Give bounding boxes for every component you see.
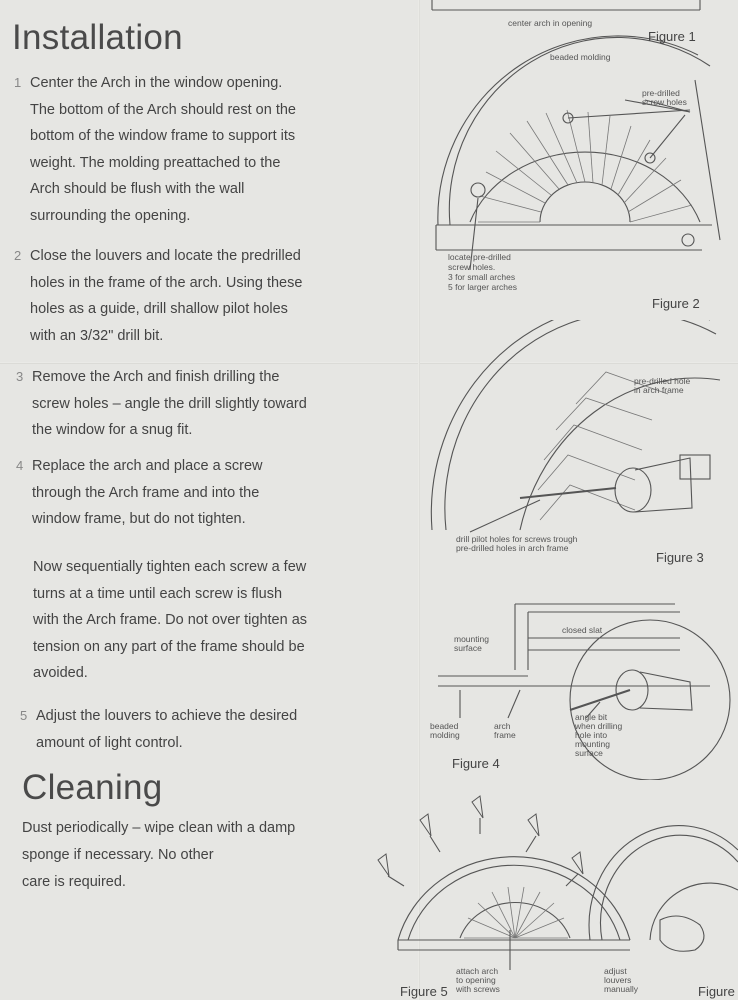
step-line: avoided. — [33, 665, 88, 681]
step-line: weight. The molding preattached to the — [30, 154, 281, 171]
fig4-note-mounting: mounting — [454, 634, 489, 644]
step-line: holes as a guide, drill shallow pilot holes — [30, 301, 288, 317]
step-1 — [14, 70, 296, 229]
step-5 — [20, 703, 298, 756]
step-line: bottom of the window frame to support its — [30, 128, 296, 144]
cleaning-text — [22, 815, 295, 896]
step-line: screw holes – angle the drill slightly toward — [32, 395, 307, 412]
step-line: amount of light control. — [36, 734, 183, 751]
fig3-note-hole: pre-drilled hole — [634, 376, 691, 386]
cleaning-line: sponge if necessary. No other — [22, 847, 214, 863]
fig2-note: screw holes. — [448, 262, 496, 272]
step-line: window frame, but do not tighten. — [32, 511, 246, 527]
step-number: 4 — [16, 458, 24, 473]
figure-4-illustration — [420, 590, 738, 780]
fig1-note-holes: pre-drilled — [642, 88, 680, 98]
step-line: Adjust the louvers to achieve the desired — [36, 708, 298, 724]
step-line: Remove the Arch and finish drilling the — [32, 369, 280, 385]
fig4-note-arch: arch — [494, 721, 511, 731]
fig4-note-angle: mounting — [575, 739, 610, 749]
step-line: The bottom of the Arch should rest on the — [30, 101, 296, 118]
figure-6-label: Figure — [698, 984, 735, 999]
step-line: with an 3/32" drill bit. — [30, 327, 164, 344]
fig4-note-beaded: molding — [430, 730, 460, 740]
fig4-note-slat: closed slat — [562, 625, 603, 635]
fig4-note-angle: when drilling — [575, 721, 623, 731]
figure-4-label: Figure 4 — [452, 756, 500, 771]
fig6-note: louvers — [604, 975, 632, 985]
step-4 — [16, 453, 263, 533]
step-line: holes in the frame of the arch. Using these — [30, 274, 303, 291]
figure-5-6-illustration — [360, 790, 738, 1000]
fig4-note-mounting: surface — [454, 643, 482, 653]
step-number: 5 — [20, 708, 28, 723]
cleaning-line: care is required. — [22, 874, 126, 890]
fig5-note: to opening — [456, 975, 496, 985]
figure-5-label: Figure 5 — [400, 984, 448, 999]
step-3 — [16, 364, 307, 444]
fig4-note-angle: hole into — [575, 730, 608, 740]
fig4-note-arch: frame — [494, 730, 516, 740]
step-line: through the Arch frame and into the — [32, 484, 260, 501]
step-line: surrounding the opening. — [30, 207, 191, 224]
step-2 — [14, 243, 303, 349]
installation-heading: Installation — [12, 18, 183, 57]
step-number: 1 — [14, 75, 22, 90]
step-line: turns at a time until each screw is flush — [33, 585, 283, 602]
cleaning-heading: Cleaning — [22, 768, 163, 807]
step-line: with the Arch frame. Do not over tighten as — [33, 612, 308, 628]
figure-3-label: Figure 3 — [656, 550, 704, 565]
step-line: Now sequentially tighten each screw a few — [33, 559, 307, 575]
fig5-note: attach arch — [456, 966, 499, 976]
step-line: tension on any part of the frame should be — [33, 638, 305, 655]
step-line: the window for a snug fit. — [32, 422, 193, 438]
step-4-continued — [33, 554, 307, 687]
fig6-note: adjust — [604, 966, 627, 976]
fig2-note: 3 for small arches — [448, 272, 516, 282]
cleaning-line: Dust periodically – wipe clean with a damp — [22, 820, 296, 836]
figure-1-2-illustration — [420, 0, 738, 320]
fig1-note-center: center arch in opening — [508, 18, 593, 28]
fig1-note-molding: beaded molding — [550, 52, 611, 62]
fig2-note: locate pre-drilled — [448, 252, 511, 262]
fig5-note: with screws — [456, 984, 500, 994]
step-line: Center the Arch in the window opening. — [30, 75, 283, 91]
fig4-note-beaded: beaded — [430, 721, 459, 731]
fig3-note-hole: in arch frame — [634, 385, 684, 395]
step-line: Replace the arch and place a screw — [32, 458, 263, 474]
figure-2-label: Figure 2 — [652, 296, 700, 311]
fig6-note: manually — [604, 984, 639, 994]
fig3-note-drill: pre-drilled holes in arch frame — [456, 543, 569, 553]
fig1-note-holes: screw holes — [642, 97, 687, 107]
step-line: Close the louvers and locate the predrilled — [30, 248, 301, 264]
fig4-note-angle: angle bit — [575, 712, 608, 722]
figure-3-illustration — [420, 320, 738, 570]
fig4-note-angle: surface — [575, 748, 603, 758]
step-number: 2 — [14, 248, 22, 263]
step-line: Arch should be flush with the wall — [30, 181, 245, 197]
fig2-note: 5 for larger arches — [448, 282, 517, 292]
fig3-note-drill: drill pilot holes for screws trough — [456, 534, 578, 544]
step-number: 3 — [16, 369, 24, 384]
figure-1-label: Figure 1 — [648, 29, 696, 44]
